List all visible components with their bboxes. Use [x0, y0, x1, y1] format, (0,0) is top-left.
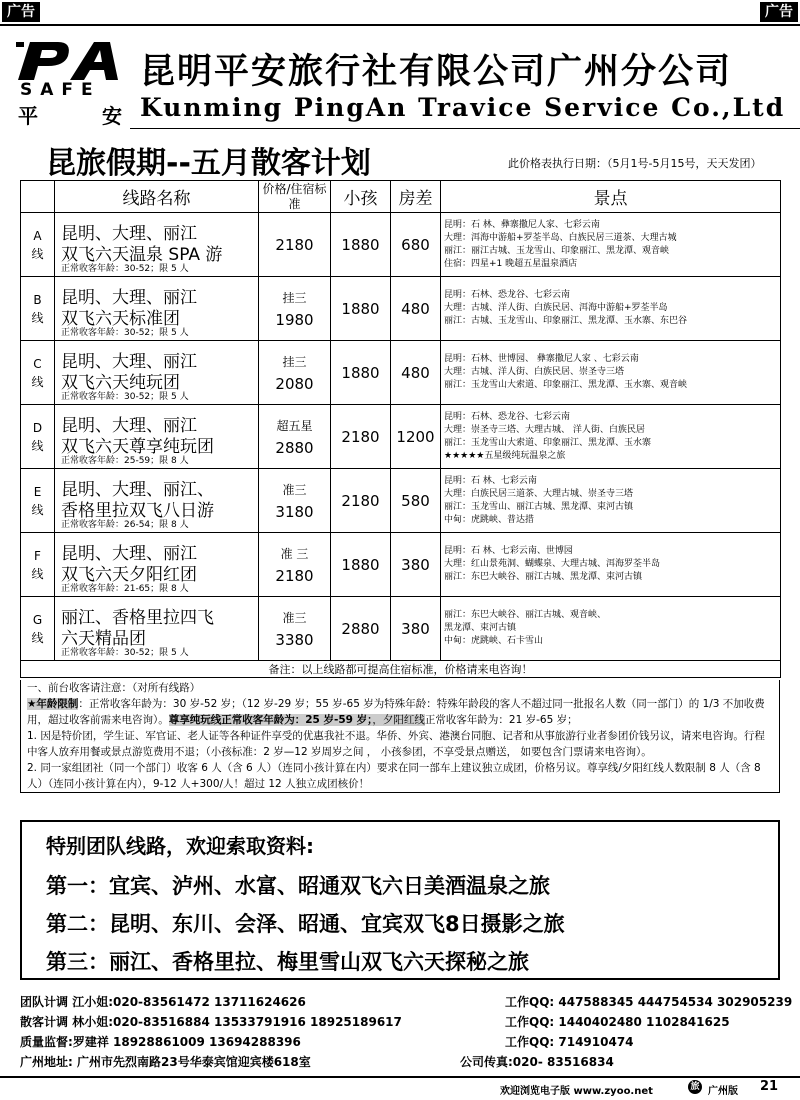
spot-line: 住宿：四星+1 晚超五星温泉酒店 [444, 258, 578, 269]
route-price-value: 2880 [275, 438, 314, 457]
route-room: 680 [391, 213, 441, 277]
special-item-1: 第一：宜宾、泸州、水富、昭通双飞六日美酒温泉之旅 [46, 874, 550, 898]
route-name [55, 277, 259, 341]
logo-an: 安 [102, 104, 122, 128]
route-name [55, 405, 259, 469]
footer-edition: 广州版 [708, 1086, 738, 1097]
route-spots [441, 405, 781, 469]
route-room: 380 [391, 533, 441, 597]
spot-line: 丽江：玉龙雪山大索道、印象丽江、黑龙潭、玉水寨 [444, 437, 652, 448]
footer-rule [0, 1076, 800, 1078]
route-row [21, 277, 781, 341]
route-room: 1200 [391, 405, 441, 469]
route-letter: G [32, 612, 43, 627]
age-highlight-2: ，夕阳红线 [372, 714, 425, 726]
route-letter: D [32, 420, 43, 435]
route-suffix: 线 [31, 374, 44, 389]
col-id [21, 181, 55, 213]
special-item-2: 第二：昆明、东川、会泽、昭通、宜宾双飞8日摄影之旅 [46, 912, 565, 936]
route-line-1: 昆明、大理、丽江 [61, 351, 197, 372]
route-spots [441, 597, 781, 661]
route-suffix: 线 [31, 502, 44, 517]
spot-line: 昆明：石林、世博园、 彝寨撒尼人家 、七彩云南 [444, 354, 639, 364]
route-price-value: 2180 [275, 566, 314, 585]
route-line-2: 香格里拉双飞八日游 [61, 500, 214, 521]
spot-line: 昆明：石 林、七彩云南 [444, 475, 537, 486]
route-room: 480 [391, 277, 441, 341]
contact-qc-qq: 工作QQ: 714910474 [505, 1035, 634, 1049]
route-letter: F [34, 548, 41, 563]
route-letter: B [33, 292, 42, 307]
route-std: 准 三 [280, 546, 309, 561]
spot-line: 昆明：石 林、彝寨撒尼人家、七彩云南 [444, 219, 600, 230]
special-item-3: 第三：丽江、香格里拉、梅里雪山双飞六天探秘之旅 [46, 950, 529, 974]
route-line-1: 丽江、香格里拉四飞 [61, 607, 214, 628]
spot-line: 中甸：虎跳峡、普达措 [444, 514, 535, 525]
route-price-value: 1980 [275, 310, 314, 329]
spot-line: 丽江：玉龙雪山、丽江古城、黑龙潭、束河古镇 [444, 501, 634, 512]
indiv-phone: 林小姐:020-83516884 13533791916 18925189617 [72, 1015, 402, 1029]
route-std: 挂三 [282, 290, 307, 305]
spot-line: 大理：白族民居三道茶、大理古城、崇圣寺三塔 [444, 488, 634, 499]
spot-line: 昆明：石林、恐龙谷、七彩云南 [444, 411, 571, 422]
route-row [21, 341, 781, 405]
route-age: 正常收客年龄：25-59；限 8 人 [61, 456, 189, 466]
ad-tag-left: 广告 [2, 2, 40, 22]
route-id [21, 533, 55, 597]
route-name [55, 341, 259, 405]
notes-title: 一、前台收客请注意：（对所有线路） [27, 682, 201, 694]
route-price [259, 533, 331, 597]
route-price-value: 3380 [275, 630, 314, 649]
spot-line: 丽江：丽江古城、玉龙雪山、印象丽江、黑龙潭、观音峡 [444, 245, 670, 256]
route-line-1: 昆明、大理、丽江 [61, 223, 197, 244]
special-title: 特别团队线路，欢迎索取资料: [46, 834, 314, 858]
spot-line: 丽江：东巴大峡谷、丽江古城、黑龙潭、束河古镇 [444, 572, 643, 582]
contact-address [20, 1052, 311, 1072]
route-letter: E [33, 484, 42, 499]
route-child: 1880 [331, 341, 391, 405]
col-route: 线路名称 [55, 181, 259, 213]
route-std: 准三 [282, 610, 307, 625]
spot-line: ★★★★★五星级纯玩温泉之旅 [444, 450, 566, 461]
notes-section [20, 680, 780, 793]
route-room: 480 [391, 341, 441, 405]
route-name [55, 469, 259, 533]
notes-item-1: 1. 因是特价团，学生证、军官证、老人证等各种证件享受的优惠我社不退。华侨、外宾、港澳台同胞、记者和从事旅游行业者参团价钱另议，请来电咨询。行程中客人放弃用餐或景点游览费用不退；（小孩标准：2 岁—12 岁周岁之间 ， 小孩参团，不享受景点赠送， 如要包含门票请来电咨询）。 [27, 730, 765, 758]
spot-line: 大理：古城、洋人街、白族民居、崇圣寺三塔 [444, 367, 625, 377]
route-spots [441, 213, 781, 277]
route-price-value: 2180 [275, 235, 314, 254]
col-child: 小孩 [331, 181, 391, 213]
route-price [259, 469, 331, 533]
contact-indiv-qq: 工作QQ: 1440402480 1102841625 [505, 1015, 730, 1029]
route-line-2: 双飞六天纯玩团 [61, 372, 180, 393]
special-routes-box [20, 820, 780, 980]
route-name [55, 533, 259, 597]
table-remark: 备注：以上线路都可提高住宿标准，价格请来电咨询！ [21, 661, 781, 678]
route-row [21, 597, 781, 661]
route-line-2: 双飞六天尊享纯玩团 [61, 436, 214, 457]
route-child: 2180 [331, 405, 391, 469]
route-line-2: 六天精品团 [61, 628, 146, 649]
route-suffix: 线 [31, 438, 44, 453]
addr-text: : 广州市先烈南路23号华泰宾馆迎宾楼618室 [68, 1055, 311, 1069]
route-room: 580 [391, 469, 441, 533]
footer-url: 欢迎浏览电子版 www.zyoo.net [500, 1086, 653, 1097]
age-label: ★年龄限制 [27, 698, 79, 710]
company-logo [14, 38, 126, 128]
spot-line: 中甸：虎跳峡、石卡雪山 [444, 636, 544, 646]
route-id [21, 341, 55, 405]
top-rule [0, 24, 800, 26]
contact-fax: 公司传真:020- 83516834 [460, 1055, 614, 1069]
route-price [259, 405, 331, 469]
age-text: ：正常收客年龄为：30 岁-52 岁；（12 岁-29 岁；55 岁-65 岁为特殊年龄：特殊年龄段的客人不超过同一批报名人数（同一部门）的 1/3 不加收费用，超过收客前需来电咨询）。 [27, 698, 765, 726]
contact-qc [20, 1032, 301, 1052]
notes-age [27, 696, 773, 728]
route-suffix: 线 [31, 246, 44, 261]
spot-line: 丽江：古城、玉龙雪山、印象丽江、黑龙潭、玉水寨、东巴谷 [444, 316, 688, 326]
route-age: 正常收客年龄：30-52；限 5 人 [61, 264, 189, 274]
company-name-cn: 昆明平安旅行社有限公司广州分公司 [140, 51, 733, 92]
spot-line: 大理：红山景苑洞、蝴蝶泉、大理古城、洱海罗荃半岛 [444, 559, 661, 569]
route-price [259, 597, 331, 661]
route-std: 准三 [282, 482, 307, 497]
table-header-row [21, 181, 781, 213]
route-suffix: 线 [31, 566, 44, 581]
route-spots [441, 533, 781, 597]
route-id [21, 405, 55, 469]
route-price [259, 213, 331, 277]
logo-pingan-text [18, 100, 122, 129]
route-suffix: 线 [31, 310, 44, 325]
addr-label: 广州地址 [20, 1055, 69, 1069]
route-age: 正常收客年龄：30-52；限 5 人 [61, 392, 189, 402]
col-spots: 景点 [441, 181, 781, 213]
team-phone: 江小姐:020-83561472 13711624626 [72, 995, 306, 1009]
logo-safe-text: SAFE [20, 80, 101, 100]
route-price-value: 2080 [275, 374, 314, 393]
route-line-1: 昆明、大理、丽江 [61, 543, 197, 564]
route-letter: A [33, 228, 42, 243]
footer-badge-icon: 旅 [688, 1080, 702, 1094]
route-age: 正常收客年龄：21-65；限 8 人 [61, 584, 189, 594]
route-child: 2180 [331, 469, 391, 533]
notes-item-2: 2. 同一家组团社（同一个部门）收客 6 人（含 6 人）（连同小孩计算在内）要求在同一部车上建议独立成团，价格另议。尊享线/夕阳红线人数限制 8 人（含 8 人）（连同小孩计算在内），9-12 人+300/人！超过 12 人独立成团核价！ [27, 762, 761, 790]
age-highlight-1: 尊享纯玩线正常收客年龄为：25 岁-59 岁； [168, 714, 373, 726]
plan-title: 昆旅假期--五月散客计划 [46, 146, 371, 181]
route-name [55, 213, 259, 277]
spot-line: 丽江：东巴大峡谷、丽江古城、观音峡、 [444, 610, 607, 620]
spot-line: 昆明：石林、恐龙谷、七彩云南 [444, 290, 571, 300]
route-std: 挂三 [282, 354, 307, 369]
ad-tag-right: 广告 [760, 2, 798, 22]
spot-line: 大理：崇圣寺三塔、大理古城、 洋人街、白族民居 [444, 424, 645, 435]
route-line-1: 昆明、大理、丽江 [61, 287, 197, 308]
route-spots [441, 277, 781, 341]
route-spots [441, 469, 781, 533]
age-tail: 正常收客年龄为：21 岁-65 岁； [424, 714, 578, 726]
route-id [21, 213, 55, 277]
logo-ping: 平 [18, 104, 38, 128]
route-row [21, 405, 781, 469]
route-line-2: 双飞六天标准团 [61, 308, 180, 329]
col-price: 价格/住宿标准 [259, 181, 331, 213]
contact-indiv [20, 1012, 402, 1032]
company-name-en: Kunming PingAn Travice Service Co.,Ltd [140, 93, 786, 122]
col-room: 房差 [391, 181, 441, 213]
qc-label: 质量监督 [20, 1035, 69, 1049]
route-id [21, 277, 55, 341]
route-price-value: 3180 [275, 502, 314, 521]
spot-line: 大理：古城、洋人街、白族民居、洱海中游船+罗荃半岛 [444, 303, 668, 313]
route-line-1: 昆明、大理、丽江、 [61, 479, 214, 500]
route-spots [441, 341, 781, 405]
route-age: 正常收客年龄：30-52；限 5 人 [61, 328, 189, 338]
contact-team-qq: 工作QQ: 447588345 444754534 302905239 [505, 995, 793, 1009]
route-age: 正常收客年龄：30-52；限 5 人 [61, 648, 189, 658]
page-number: 21 [760, 1079, 779, 1094]
spot-line: 丽江：玉龙雪山大索道、印象丽江、黑龙潭、玉水寨、观音峡 [444, 380, 688, 390]
pa-logo-mark [14, 38, 126, 82]
header-rule [130, 128, 800, 129]
route-child: 1880 [331, 213, 391, 277]
route-std: 超五星 [276, 418, 313, 433]
route-line-1: 昆明、大理、丽江 [61, 415, 197, 436]
route-room: 380 [391, 597, 441, 661]
route-line-2: 双飞六天温泉 SPA 游 [61, 244, 223, 265]
route-price [259, 277, 331, 341]
route-child: 1880 [331, 533, 391, 597]
route-age: 正常收客年龄：26-54；限 8 人 [61, 520, 189, 530]
route-line-2: 双飞六天夕阳红团 [61, 564, 197, 585]
route-row [21, 533, 781, 597]
route-child: 1880 [331, 277, 391, 341]
route-letter: C [33, 356, 42, 371]
spot-line: 大理：洱海中游船+罗荃半岛、白族民居三道茶、大理古城 [444, 232, 677, 243]
route-id [21, 469, 55, 533]
qc-phone: :罗建祥 18928861009 13694288396 [68, 1035, 301, 1049]
route-child: 2880 [331, 597, 391, 661]
route-name [55, 597, 259, 661]
price-period: 此价格表执行日期：（5月1号-5月15号，天天发团） [508, 157, 762, 170]
route-row [21, 469, 781, 533]
team-label: 团队计调 [20, 995, 69, 1009]
indiv-label: 散客计调 [20, 1015, 69, 1029]
route-suffix: 线 [31, 630, 44, 645]
route-row [21, 213, 781, 277]
contact-team [20, 992, 306, 1012]
routes-table [20, 180, 781, 678]
route-id [21, 597, 55, 661]
route-price [259, 341, 331, 405]
spot-line: 黑龙潭、束河古镇 [444, 623, 517, 633]
spot-line: 昆明：石 林、七彩云南、世博园 [444, 546, 573, 556]
